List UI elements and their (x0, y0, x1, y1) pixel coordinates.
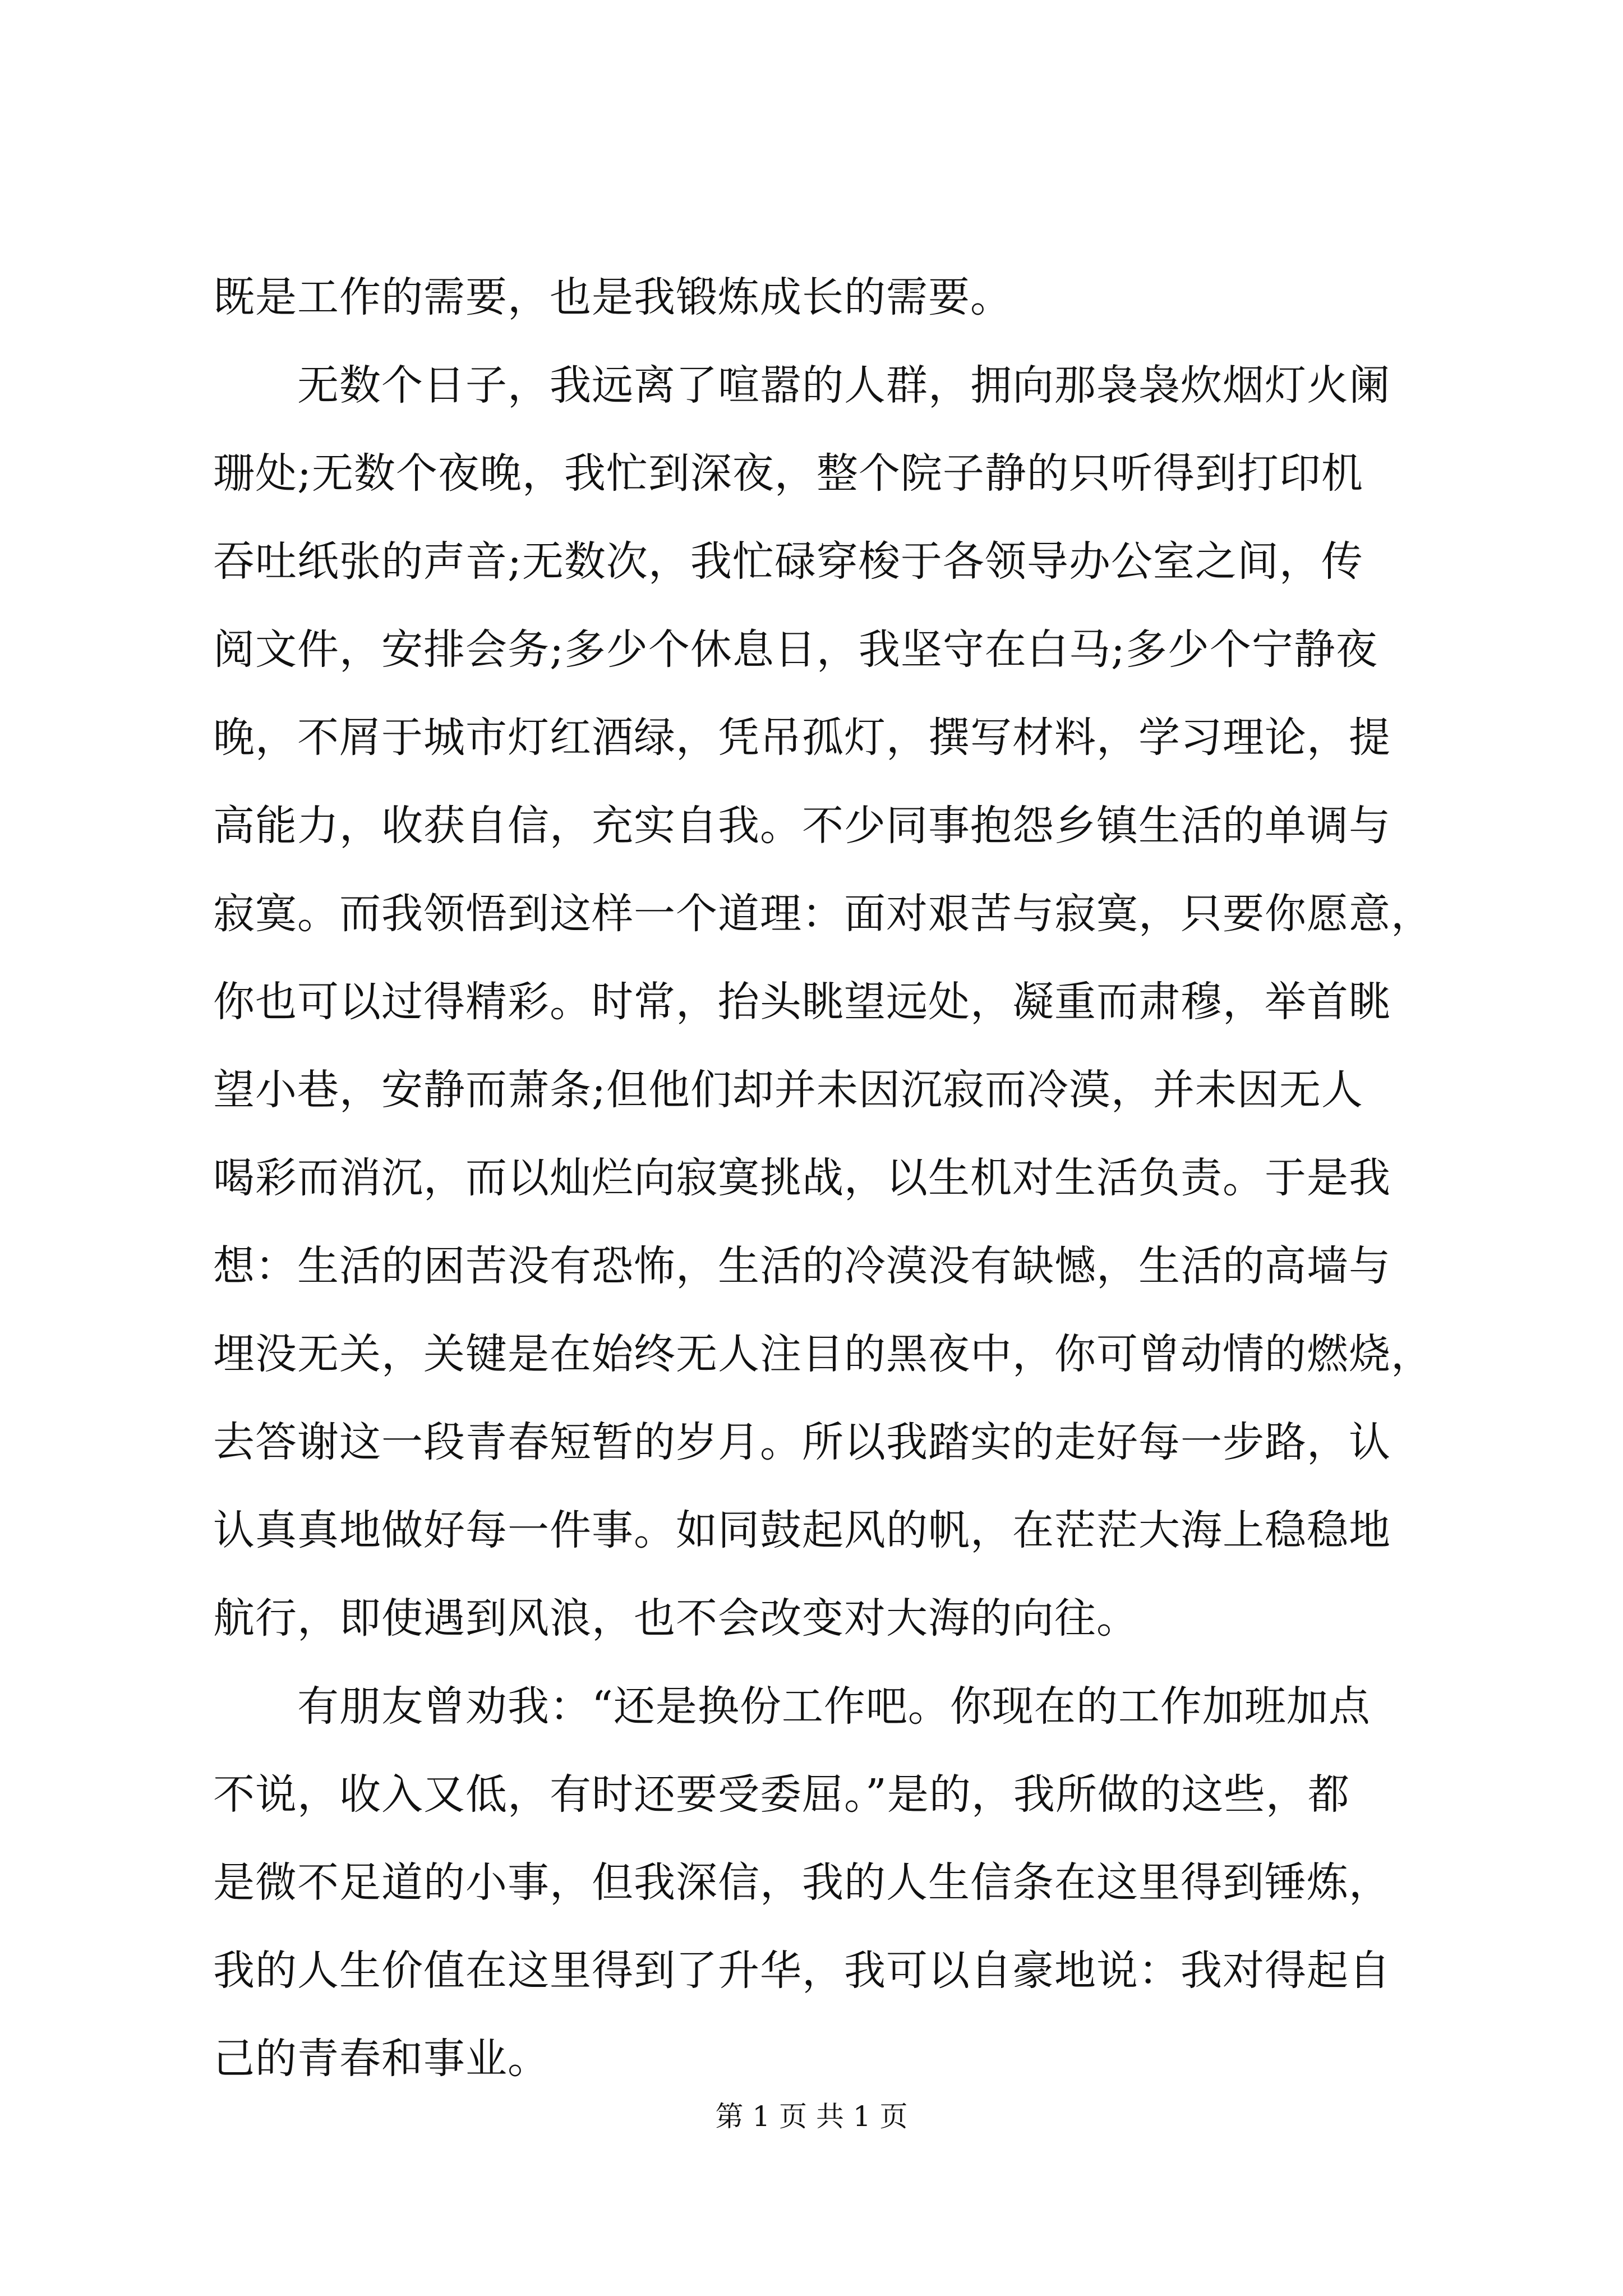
body-text-line: 阅文件，安排会务;多少个休息日，我坚守在白马;多少个宁静夜 (213, 625, 1378, 674)
body-text-line: 吞吐纸张的声音;无数次，我忙碌穿梭于各领导办公室之间，传 (213, 537, 1363, 586)
body-text-line: 晚，不屑于城市灯红酒绿，凭吊孤灯，撰写材料，学习理论，提 (213, 714, 1391, 762)
body-text-line: 埋没无关，关键是在始终无人注目的黑夜中，你可曾动情的燃烧， (213, 1330, 1433, 1378)
body-text-line: 不说，收入又低，有时还要受委屈。”是的，我所做的这些，都 (213, 1770, 1350, 1819)
body-text-line: 是微不足道的小事，但我深信，我的人生信条在这里得到锤炼， (213, 1858, 1391, 1907)
body-text-line: 寂寞。而我领悟到这样一个道理：面对艰苦与寂寞，只要你愿意， (213, 890, 1433, 938)
body-text-line: 喝彩而消沉，而以灿烂向寂寞挑战，以生机对生活负责。于是我 (213, 1154, 1391, 1202)
body-text-line: 有朋友曾劝我：“还是换份工作吧。你现在的工作加班加点 (213, 1682, 1371, 1731)
body-text-line: 我的人生价值在这里得到了升华，我可以自豪地说：我对得起自 (213, 1947, 1391, 1995)
body-text-line: 高能力，收获自信，充实自我。不少同事抱怨乡镇生活的单调与 (213, 802, 1391, 850)
body-text-line: 珊处;无数个夜晚，我忙到深夜，整个院子静的只听得到打印机 (213, 449, 1363, 498)
body-text-line: 去答谢这一段青春短暂的岁月。所以我踏实的走好每一步路，认 (213, 1418, 1391, 1466)
body-text-line: 己的青春和事业。 (213, 2035, 550, 2083)
body-text-line: 认真真地做好每一件事。如同鼓起风的帆，在茫茫大海上稳稳地 (213, 1506, 1391, 1554)
body-text-line: 望小巷，安静而萧条;但他们却并未因沉寂而冷漠，并未因无人 (213, 1066, 1363, 1114)
body-text-line: 无数个日子，我远离了喧嚣的人群，拥向那袅袅炊烟灯火阑 (213, 361, 1391, 409)
body-text-line: 航行，即使遇到风浪，也不会改变对大海的向往。 (213, 1594, 1138, 1642)
page-number-footer: 第 1 页 共 1 页 (715, 2100, 908, 2133)
body-text-line: 想：生活的困苦没有恐怖，生活的冷漠没有缺憾，生活的高墙与 (213, 1242, 1391, 1290)
body-text-line: 既是工作的需要，也是我锻炼成长的需要。 (213, 273, 1012, 321)
body-text-line: 你也可以过得精彩。时常，抬头眺望远处，凝重而肃穆，举首眺 (213, 978, 1391, 1026)
